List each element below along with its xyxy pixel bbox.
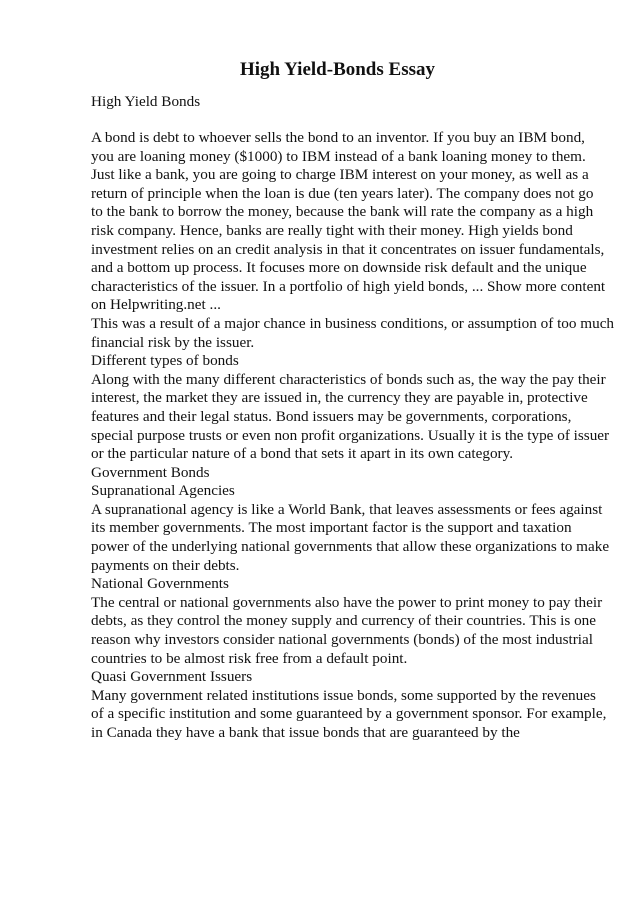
body-line: investment relies on an credit analysis in that it concentrates on issuer fundamentals,: [91, 240, 605, 258]
body-line: A supranational agency is like a World Bank, that leaves assessments or fees against: [91, 500, 603, 518]
body-line: on Helpwriting.net ...: [91, 296, 221, 314]
body-line: and a bottom up process. It focuses more on downside risk default and the unique: [91, 259, 587, 277]
body-line: The central or national governments also have the power to print money to pay their: [91, 593, 603, 611]
body-line: return of principle when the loan is due (ten years later). The company does not go: [91, 184, 594, 202]
document-title: High Yield-Bonds Essay: [240, 59, 435, 80]
document-subtitle: High Yield Bonds: [91, 93, 201, 110]
body-line: financial risk by the issuer.: [91, 333, 255, 351]
section-heading: Government Bonds: [91, 463, 210, 481]
body-line: interest, the market they are issued in, the currency they are payable in, protective: [91, 389, 588, 407]
document-body: [91, 129, 615, 743]
body-line: of a specific institution and some guaranteed by a government sponsor. For example,: [91, 705, 607, 723]
body-line: Many government related institutions issue bonds, some supported by the revenues: [91, 686, 596, 704]
body-line: in Canada they have a bank that issue bonds that are guaranteed by the: [91, 724, 520, 741]
body-line: Along with the many different characteristics of bonds such as, the way the pay their: [91, 370, 606, 388]
body-line: countries to be almost risk free from a default point.: [91, 649, 408, 667]
body-line: debts, as they control the money supply and currency of their countries. This is one: [91, 612, 597, 630]
section-heading: National Governments: [91, 575, 229, 593]
body-line: Just like a bank, you are going to charge IBM interest on your money, as well as a: [91, 166, 589, 184]
section-heading: Different types of bonds: [91, 352, 239, 370]
section-heading: Quasi Government Issuers: [91, 668, 253, 686]
section-heading: Supranational Agencies: [91, 482, 235, 500]
body-line: to the bank to borrow the money, because the bank will rate the company as a high: [91, 203, 594, 221]
body-line: or the particular nature of a bond that sets it apart in its own category.: [91, 445, 514, 463]
body-line: characteristics of the issuer. In a portfolio of high yield bonds, ... Show more content: [91, 277, 606, 295]
body-line: reason why investors consider national governments (bonds) of the most industrial: [91, 631, 593, 649]
body-line: risk company. Hence, banks are really tight with their money. High yields bond: [91, 221, 573, 239]
body-line: A bond is debt to whoever sells the bond to an inventor. If you buy an IBM bond,: [91, 129, 585, 146]
body-line: power of the underlying national governments that allow these organizations to make: [91, 538, 610, 556]
body-line: payments on their debts.: [91, 556, 240, 574]
body-line: its member governments. The most important factor is the support and taxation: [91, 519, 572, 537]
body-line: features and their legal status. Bond issuers may be governments, corporations,: [91, 407, 572, 425]
body-line: special purpose trusts or even non profit organizations. Usually it is the type of issuer: [91, 426, 610, 444]
body-line: This was a result of a major chance in business conditions, or assumption of too much: [91, 314, 615, 332]
body-line: you are loaning money ($1000) to IBM instead of a bank loaning money to them.: [91, 147, 586, 165]
